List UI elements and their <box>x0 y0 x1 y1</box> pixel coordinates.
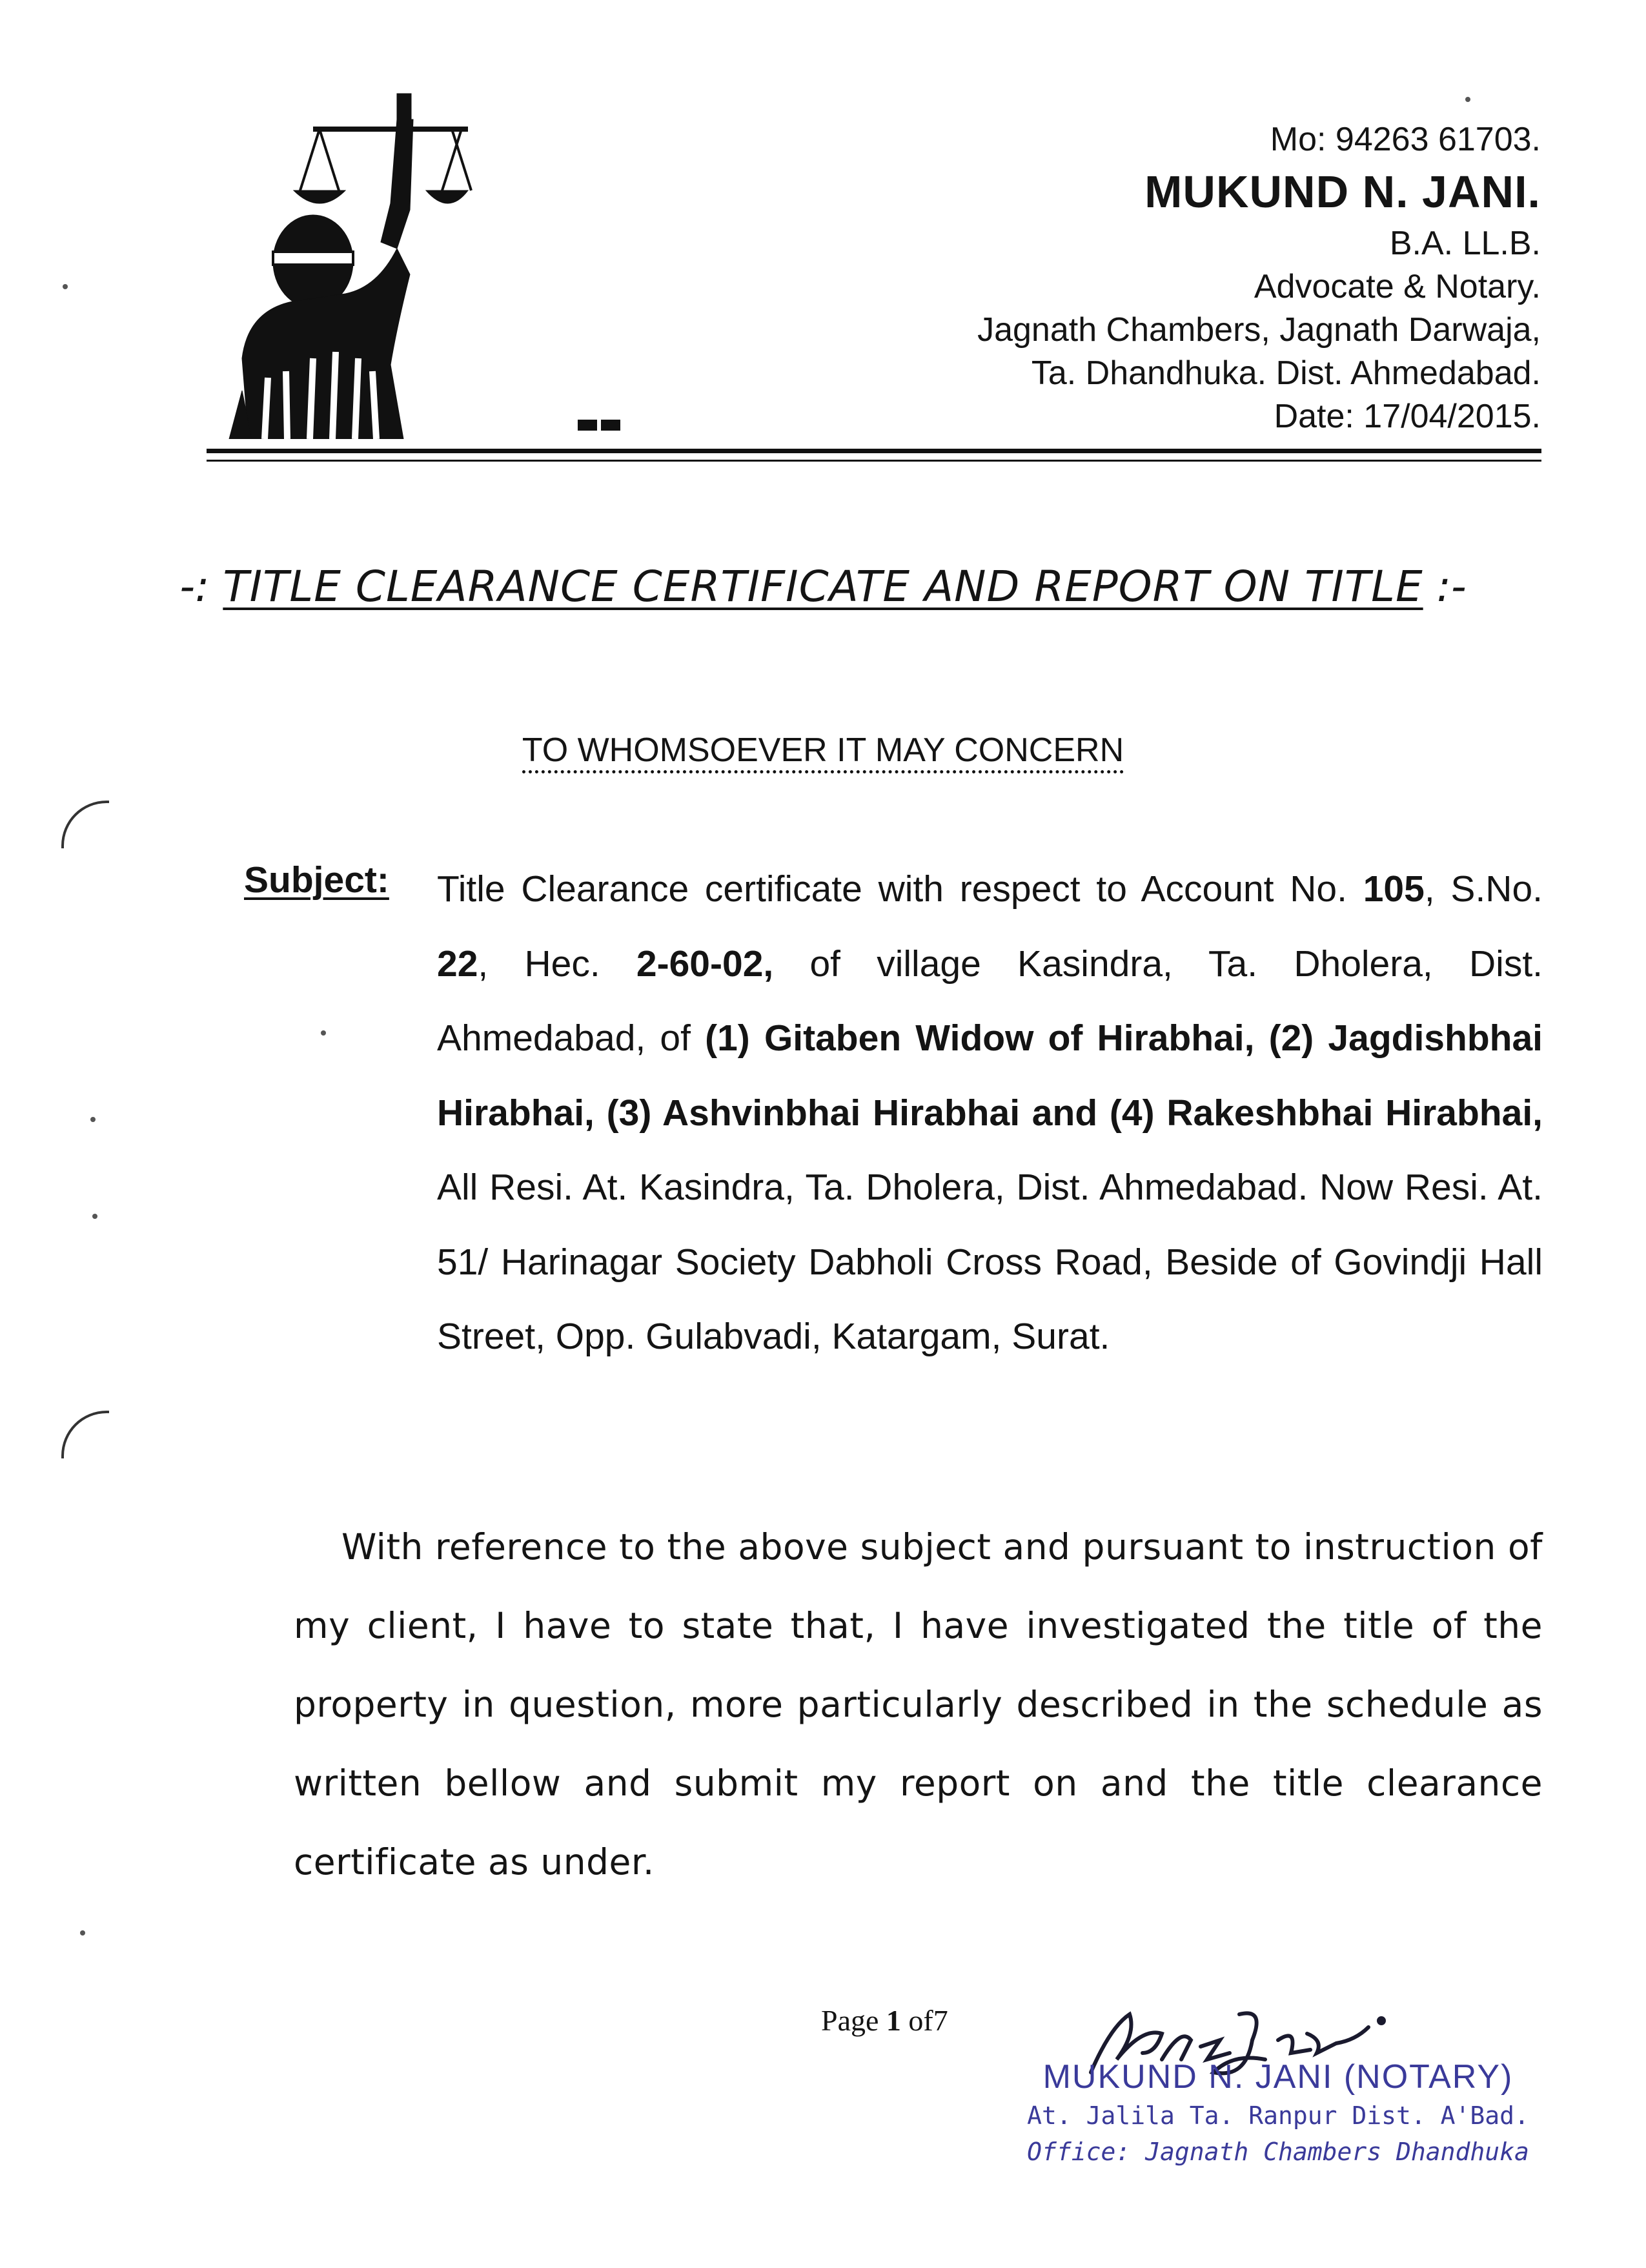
letterhead-rule-thick <box>207 449 1541 453</box>
mobile-number: Mo: 94263 61703. <box>1270 121 1541 158</box>
page-mid: of <box>908 2004 933 2037</box>
page-total: 7 <box>933 2004 948 2037</box>
subject-text <box>437 852 1543 1374</box>
letterhead-contact <box>977 118 1541 438</box>
subject-part-4: of village Kasindra, Ta. Dholera, Dist. Ahmedabad, of <box>437 943 1543 1059</box>
survey-number: 22 <box>437 943 478 985</box>
punch-hole-mark <box>61 1411 109 1458</box>
salutation <box>0 731 1646 770</box>
qualification: B.A. LL.B. <box>1389 225 1541 262</box>
stamp-line-3: Office: Jagnath Chambers Dhandhuka <box>1027 2138 1529 2166</box>
subject-part-1: Title Clearance certificate with respect to Account No. <box>437 868 1347 910</box>
page-number <box>821 2003 948 2038</box>
designation: Advocate & Notary. <box>1254 268 1541 305</box>
letterhead-rule-thin <box>207 460 1541 462</box>
owners-list: (1) Gitaben Widow of Hirabhai, (2) Jagdishbhai Hirabhai, (3) Ashvinbhai Hirabhai and (4) Rakeshbhai Hirabhai, <box>437 1017 1543 1134</box>
page-current: 1 <box>886 2004 901 2037</box>
hectare-value: 2-60-02, <box>636 943 774 985</box>
scan-dust <box>92 1214 97 1219</box>
letter-date: Date: 17/04/2015. <box>1274 398 1541 435</box>
subject-part-2: , S.No. <box>1424 868 1543 910</box>
account-number: 105 <box>1363 868 1425 910</box>
salutation-text: TO WHOMSOEVER IT MAY CONCERN <box>522 731 1124 773</box>
stamp-line-1: MUKUND N. JANI (NOTARY) <box>1042 2058 1514 2096</box>
scan-dust <box>80 1930 85 1936</box>
scan-dust <box>90 1117 96 1122</box>
address-line-1: Jagnath Chambers, Jagnath Darwaja, <box>977 311 1541 349</box>
title-text: TITLE CLEARANCE CERTIFICATE AND REPORT ON TITLE <box>223 562 1423 611</box>
letterhead-mark <box>578 420 620 431</box>
lady-justice-logo <box>203 81 474 439</box>
subject-label: Subject: <box>244 859 389 901</box>
punch-hole-mark <box>61 801 109 848</box>
document-title <box>0 562 1646 611</box>
address-line-2: Ta. Dhandhuka. Dist. Ahmedabad. <box>1031 354 1541 392</box>
advocate-name: MUKUND N. JANI. <box>1144 167 1541 217</box>
scan-dust <box>1465 97 1470 102</box>
title-prefix: -: <box>179 562 210 611</box>
notary-stamp <box>1013 2056 1543 2170</box>
body-paragraph: With reference to the above subject and pursuant to instruction of my client, I have to state that, I have investigated the title of the property in question, more particularly described in the schedule as written bellow and submit my report on and the title clearance certificate as under. <box>294 1526 1543 1883</box>
subject-part-5: All Resi. At. Kasindra, Ta. Dholera, Dist. Ahmedabad. Now Resi. At. 51/ Harinagar Society Dabholi Cross Road, Beside of Govindji Hall Street, Opp. Gulabvadi, Katargam, Surat. <box>437 1167 1543 1357</box>
scan-dust <box>63 284 68 289</box>
scan-dust <box>321 1030 326 1036</box>
stamp-line-2: At. Jalila Ta. Ranpur Dist. A'Bad. <box>1027 2101 1529 2130</box>
page-prefix: Page <box>821 2004 879 2037</box>
title-suffix: :- <box>1436 562 1467 611</box>
subject-part-3: , Hec. <box>478 943 600 985</box>
